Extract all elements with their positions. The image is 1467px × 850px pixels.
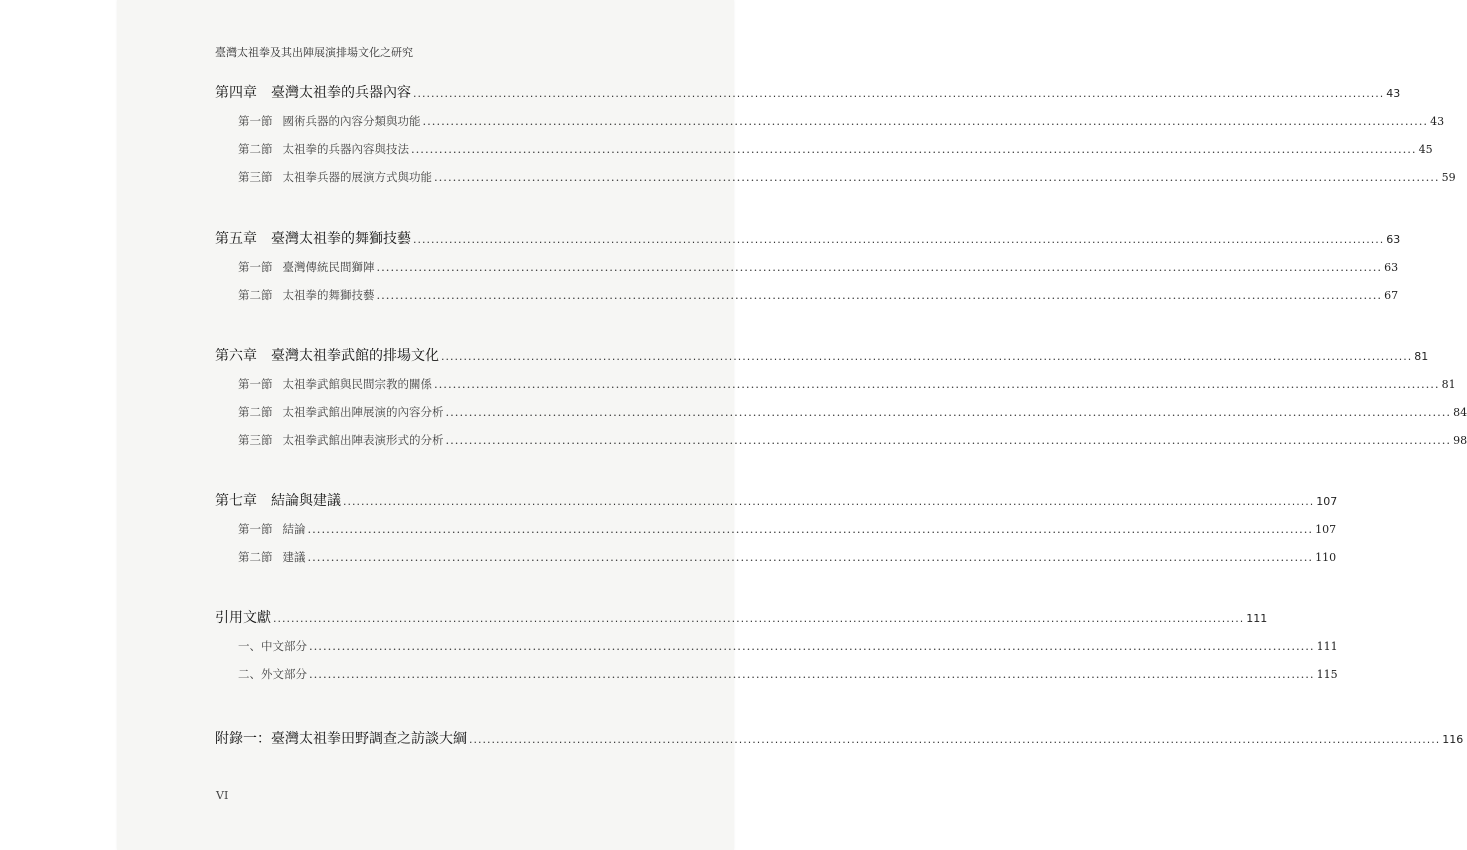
section-title: 太祖拳武館與民間宗教的關係 [282, 377, 432, 391]
running-header: 臺灣太祖拳及其出陣展演排場文化之研究 [215, 46, 413, 59]
toc-chapter-entry [215, 228, 1401, 248]
chapter-number: 第六章 [215, 348, 257, 364]
section-page-number: 115 [1316, 668, 1338, 681]
page-number-footer: VI [216, 789, 229, 802]
section-number: 第一節 [238, 260, 273, 274]
section-title: 太祖拳武館出陣展演的內容分析 [282, 405, 444, 419]
section-page-number: 84 [1453, 406, 1467, 419]
section-page-number: 110 [1315, 551, 1337, 564]
toc-section-entry [238, 287, 1399, 305]
dot-leader: ........................................................................................................................................................................................................................ [343, 495, 1315, 508]
toc-section-entry [238, 432, 1467, 450]
section-page-number: 59 [1441, 171, 1456, 184]
chapter-title: 引用文獻 [215, 610, 271, 626]
chapter-number: 第四章 [215, 85, 257, 101]
toc-section-entry [238, 521, 1337, 539]
dot-leader: ........................................................................................................................................................................................................................ [441, 350, 1413, 363]
toc-section-entry [238, 666, 1338, 684]
toc-chapter-entry [215, 607, 1268, 627]
toc-section-entry [238, 638, 1338, 656]
chapter-page-number: 107 [1316, 495, 1338, 508]
chapter-page-number: 116 [1442, 733, 1464, 746]
chapter-title: 附錄一：臺灣太祖拳田野調查之訪談大綱 [215, 731, 467, 747]
dot-leader: ........................................................................................................................................................................................................................ [376, 288, 1383, 302]
section-number: 第三節 [238, 433, 273, 447]
toc-section-entry [238, 376, 1456, 394]
chapter-title: 臺灣太祖拳的舞獅技藝 [271, 231, 411, 247]
section-page-number: 43 [1430, 115, 1445, 128]
section-page-number: 45 [1418, 143, 1433, 156]
chapter-page-number: 43 [1386, 87, 1401, 100]
section-number: 第二節 [238, 288, 273, 302]
section-title: 太祖拳武館出陣表演形式的分析 [282, 433, 444, 447]
dot-leader: ........................................................................................................................................................................................................................ [469, 733, 1441, 746]
toc-section-entry [238, 141, 1433, 159]
dot-leader: ........................................................................................................................................................................................................................ [445, 405, 1452, 419]
dot-leader: ........................................................................................................................................................................................................................ [307, 522, 1314, 536]
section-title: 建議 [282, 550, 306, 564]
chapter-number: 第五章 [215, 231, 257, 247]
section-number: 第二節 [238, 142, 273, 156]
toc-chapter-entry [215, 490, 1338, 510]
section-title: 二、外文部分 [238, 667, 307, 681]
toc-section-entry [238, 549, 1337, 567]
section-title: 臺灣傳統民間獅陣 [282, 260, 375, 274]
section-page-number: 67 [1384, 289, 1399, 302]
dot-leader: ........................................................................................................................................................................................................................ [434, 170, 1440, 184]
section-title: 結論 [282, 522, 306, 536]
dot-leader: ........................................................................................................................................................................................................................ [309, 639, 1315, 653]
dot-leader: ........................................................................................................................................................................................................................ [445, 433, 1452, 447]
dot-leader: ........................................................................................................................................................................................................................ [413, 87, 1385, 100]
section-number: 第一節 [238, 377, 273, 391]
chapter-page-number: 81 [1414, 350, 1429, 363]
chapter-number: 第七章 [215, 493, 257, 509]
section-title: 太祖拳兵器的展演方式與功能 [282, 170, 432, 184]
section-page-number: 107 [1315, 523, 1337, 536]
section-page-number: 98 [1453, 434, 1467, 447]
section-number: 第一節 [238, 114, 273, 128]
dot-leader: ........................................................................................................................................................................................................................ [273, 612, 1245, 625]
toc-section-entry [238, 113, 1445, 131]
section-page-number: 81 [1441, 378, 1456, 391]
dot-leader: ........................................................................................................................................................................................................................ [413, 233, 1385, 246]
toc-section-entry [238, 169, 1456, 187]
section-number: 第三節 [238, 170, 273, 184]
toc-chapter-entry [215, 728, 1464, 748]
section-title: 一、中文部分 [238, 639, 307, 653]
dot-leader: ........................................................................................................................................................................................................................ [376, 260, 1383, 274]
section-number: 第二節 [238, 405, 273, 419]
section-title: 太祖拳的舞獅技藝 [282, 288, 375, 302]
dot-leader: ........................................................................................................................................................................................................................ [309, 667, 1315, 681]
toc-section-entry [238, 259, 1399, 277]
section-number: 第二節 [238, 550, 273, 564]
section-title: 國術兵器的內容分類與功能 [282, 114, 421, 128]
chapter-page-number: 111 [1246, 612, 1268, 625]
dot-leader: ........................................................................................................................................................................................................................ [411, 142, 1417, 156]
section-page-number: 63 [1384, 261, 1399, 274]
toc-section-entry [238, 404, 1467, 422]
chapter-page-number: 63 [1386, 233, 1401, 246]
section-number: 第一節 [238, 522, 273, 536]
dot-leader: ........................................................................................................................................................................................................................ [434, 377, 1440, 391]
section-title: 太祖拳的兵器內容與技法 [282, 142, 409, 156]
chapter-title: 結論與建議 [271, 493, 341, 509]
toc-chapter-entry [215, 345, 1429, 365]
dot-leader: ........................................................................................................................................................................................................................ [422, 114, 1429, 128]
chapter-title: 臺灣太祖拳武館的排場文化 [271, 348, 439, 364]
toc-chapter-entry [215, 82, 1401, 102]
dot-leader: ........................................................................................................................................................................................................................ [307, 550, 1314, 564]
section-page-number: 111 [1316, 640, 1338, 653]
chapter-title: 臺灣太祖拳的兵器內容 [271, 85, 411, 101]
